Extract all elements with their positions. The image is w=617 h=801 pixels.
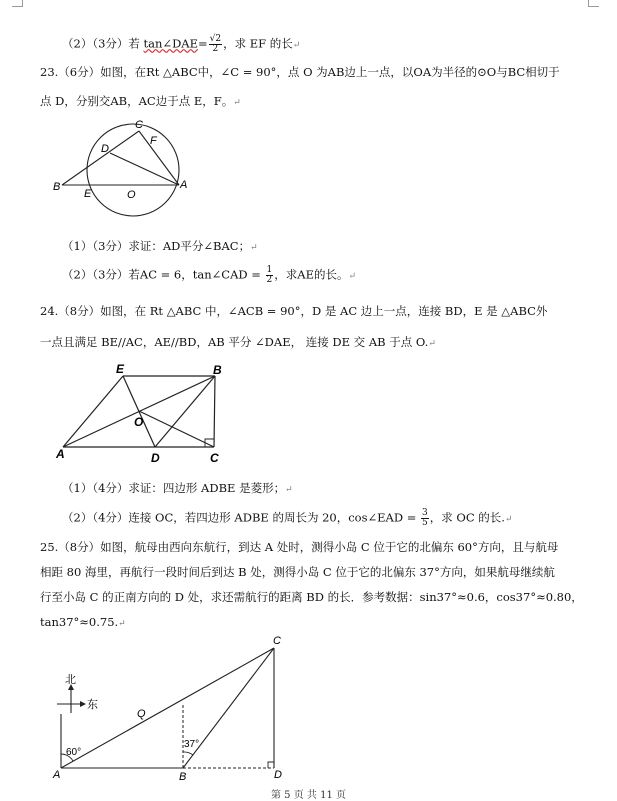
q23-part2-fraction-num: 1 [266,265,273,275]
q25-line4-text: tan37°≈0.75. [40,615,119,629]
q25-label-north: 北 [65,674,76,686]
q22-part2-tail: ，求 EF 的长 [223,36,293,51]
q25-line3: 行至小岛 C 的正南方向的 D 处，求还需航行的距离 BD 的长．参考数据：sin37°≈0.6，cos37°≈0.80， [40,590,583,604]
pilcrow-mark: ↵ [504,514,513,525]
q25-label-angleA: 60° [66,747,82,758]
q23-label-O: O [127,189,136,201]
q22-part2-label: （2）（3分）若 [62,36,140,51]
q24-label-A: A [56,447,65,461]
q23-line2-text: 点 D，分别交AB，AC边于点 E，F。 [40,94,234,108]
q23-part1-text: （1）（3分）求证：AD平分∠BAC； [62,239,251,253]
q25-label-D: D [274,769,282,781]
q24-line2-text: 一点且满足 BE//AC，AE//BD，AB 平分 ∠DAE， 连接 DE 交 AB 于点 O. [40,335,429,349]
q25-label-A: A [53,769,61,781]
pilcrow-mark: ↵ [348,271,357,282]
pilcrow-mark: ↵ [250,243,258,253]
q24-line1: 24.（8分）如图，在 Rt △ABC 中，∠ACB = 90°，D 是 AC 边上一点，连接 BD，E 是 △ABC外 [40,304,548,318]
q23-part2-pre: （2）（3分）若AC = 6，tan∠CAD = [62,267,261,282]
q23-label-C: C [135,119,143,131]
pilcrow-mark: ↵ [285,485,293,495]
q23-label-A: A [180,179,188,191]
q23-label-F: F [150,135,157,147]
q24-label-B: B [213,363,222,377]
q22-part2-fraction-num: √2 [209,34,222,44]
q25-label-angleB: 37° [184,739,200,750]
q25-line1: 25.（8分）如图，航母由西向东航行，到达 A 处时，测得小岛 C 位于它的北偏东 60°方向，且与航母 [40,540,559,554]
q24-part2-pre: （2）（4分）连接 OC，若四边形 ADBE 的周长为 20，cos∠EAD = [62,510,417,525]
q23-label-E: E [84,188,92,200]
pilcrow-mark: ↵ [233,98,241,108]
q23-line1: 23.（6分）如图，在Rt △ABC中，∠C = 90°，点 O 为AB边上一点，以OA为半径的⊙O与BC相切于 [40,65,560,79]
q24-part2-fraction-den: 5 [422,518,428,528]
pilcrow-mark: ↵ [118,619,126,629]
page-footer: 第 5 页 共 11 页 [271,790,346,801]
q25-angle-arc-B [183,752,193,755]
q24-label-E: E [116,362,125,376]
q24-part2-tail: ，求 OC 的长. [429,510,505,525]
q24-label-C: C [210,451,219,465]
q25-line2: 相距 80 海里，再航行一段时间后到达 B 处，测得小岛 C 位于它的北偏东 37°方向，如果航母继续航 [40,565,555,579]
q25-label-B: B [179,771,187,783]
q25-east-arrowhead [80,701,86,707]
q22-part2-fraction-den: 2 [212,44,219,54]
q22-part2-eq: = [198,36,208,51]
q23-part2-fraction-den: 2 [266,275,273,285]
q24-label-O: O [134,415,144,429]
pilcrow-mark: ↵ [428,339,436,349]
q24-part1-text: （1）（4分）求证：四边形 ADBE 是菱形； [62,481,286,495]
q25-right-angle-mark [268,762,274,768]
q24-label-D: D [151,451,160,465]
q25-label-Q: Q [137,708,146,720]
q23-part2-tail: ，求AE的长。 [274,267,349,282]
q22-part2-tan: tan∠DAE [143,36,198,51]
q23-label-D: D [101,143,109,155]
q25-label-east: 东 [87,699,98,711]
q25-segment-BC [183,648,274,768]
pilcrow-mark: ↵ [292,40,301,51]
q23-label-B: B [53,181,61,193]
q24-part2-fraction-num: 3 [422,508,428,518]
q25-label-C: C [273,635,281,647]
